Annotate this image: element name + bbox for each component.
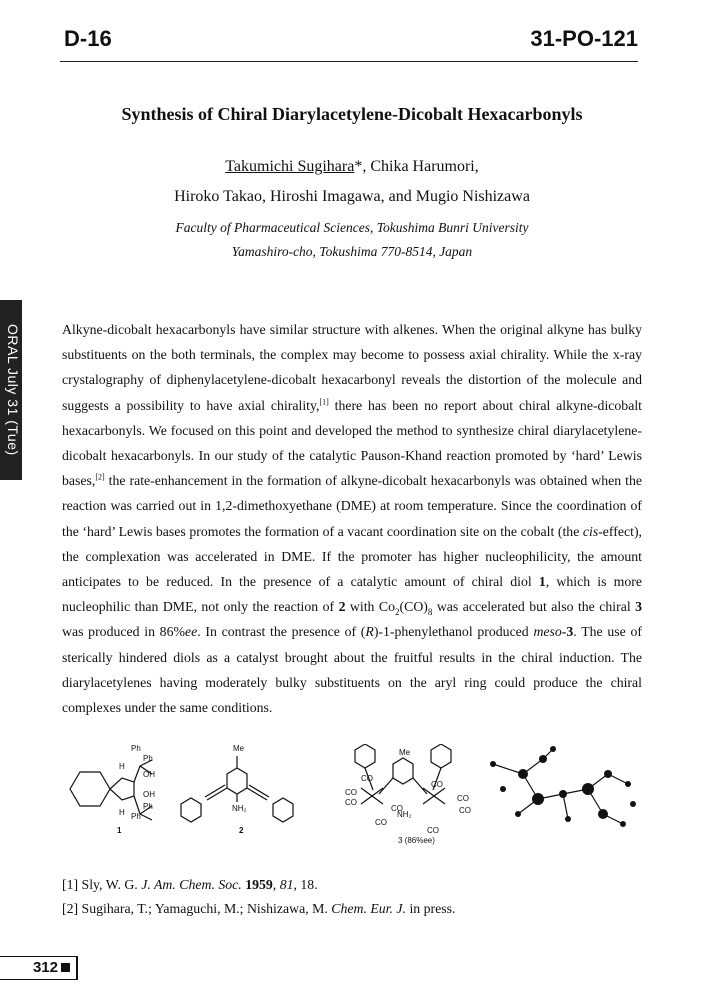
ref-year: 1959: [241, 877, 273, 892]
me-label: Me: [233, 744, 245, 753]
structures-figure: [55, 744, 655, 854]
ph-label: Ph: [143, 802, 153, 811]
text-run: the rate-enhancement in the formation of alkyne-dicobalt hexacarbonyls was obtained when the reaction was carried out in 1,2-dimethoxyethane (DME) at room temperature. Since the coordination of the ‘hard’ Lewis bases promotes the formation of a vacant coordination site on the cobalt (the: [62, 473, 642, 539]
co-label: CO: [361, 774, 373, 783]
ph-label: Ph: [143, 754, 153, 763]
me-label: Me: [399, 748, 411, 757]
page-number-box: [0, 956, 78, 980]
co-label: CO: [457, 794, 469, 803]
compound-ref: 1: [538, 574, 546, 590]
compound-3-label: 3 (86%ee): [398, 836, 435, 845]
nh2-label: NH₂: [232, 804, 247, 813]
citation-1: [1]: [319, 397, 329, 407]
authors-line-1-rest: *, Chika Harumori,: [354, 158, 479, 175]
page-number: 312: [32, 959, 58, 976]
paper-title: Synthesis of Chiral Diarylacetylene-Dicobalt Hexacarbonyls: [121, 104, 583, 124]
presenting-author: Takumichi Sugihara: [225, 158, 355, 175]
abstract-body: [62, 317, 642, 720]
ref-authors: [1] Sly, W. G.: [62, 877, 142, 892]
text-run: )-1-phenylethanol produced: [373, 624, 534, 640]
italic-term: cis: [582, 523, 599, 539]
reference-1: [62, 873, 455, 897]
co-label: CO: [391, 804, 403, 813]
affiliation-line-2: Yamashiro-cho, Tokushima 770-8514, Japan: [231, 244, 473, 259]
page-marker-square: [61, 963, 70, 972]
compound-2-structure: [167, 744, 327, 834]
references: [62, 873, 455, 921]
text-run: . The use of sterically hindered diols as a catalyst brought about the fruitful results in the chiral induction. The diarylacetylenes having moderately bulky substituents on the aryl ring could produce the chiral complexes under the same conditions.: [62, 624, 642, 716]
text-run: with Co: [345, 599, 396, 615]
text-run: there has been no report about chiral alkyne-dicobalt hexacarbonyls. We focused on this point and developed the method to synthesize chiral diarylacetylene-dicobalt hexacarbonyls. In our study of the catalytic Pauson-Khand reaction promoted by ‘hard’ Lewis bases,: [62, 397, 642, 489]
header-rule: [60, 61, 638, 62]
ref-journal: Chem. Eur. J.: [331, 901, 406, 916]
authors-line-1: [0, 158, 704, 176]
compound-3-structure: [335, 744, 485, 834]
subscript: 2: [395, 606, 400, 617]
abstract-paragraph: [62, 317, 642, 720]
italic-term: meso: [533, 624, 562, 640]
ref-volume: , 81: [272, 877, 294, 892]
subscript: 8: [427, 606, 433, 617]
italic-term: ee: [184, 624, 198, 640]
compound-ref: 3: [635, 599, 643, 615]
co-label: CO: [375, 818, 387, 827]
nh2-label: NH₂: [397, 810, 412, 819]
oh-label: OH: [143, 770, 155, 779]
text-run: , which is more nucleophilic than DME, not only the reaction of: [62, 574, 642, 615]
affiliation-line-1: Faculty of Pharmaceutical Sciences, Tokushima Bunri University: [175, 220, 529, 235]
co-label: CO: [345, 788, 357, 797]
compound-ref: -3: [561, 624, 574, 640]
poster-code: 31-PO-121: [530, 26, 638, 51]
compound-1-structure: [60, 744, 170, 834]
ref-authors: [2] Sugihara, T.; Yamaguchi, M.; Nishizawa, M.: [62, 901, 332, 916]
ph-label: Ph: [131, 812, 141, 821]
ref-status: in press.: [406, 901, 456, 916]
compound-2-label: 2: [239, 826, 244, 835]
h-label: H: [119, 808, 125, 817]
session-code: D-16: [64, 26, 112, 51]
text-run: was produced in 86%: [62, 624, 185, 640]
citation-2: [2]: [95, 472, 105, 482]
ref-journal: J. Am. Chem. Soc.: [141, 877, 242, 892]
authors-line-2: Hiroko Takao, Hiroshi Imagawa, and Mugio Nishizawa: [174, 188, 530, 205]
side-tab-label: ORAL July 31 (Tue): [5, 324, 21, 456]
compound-ref: 2: [338, 599, 346, 615]
compound-1-label: 1: [117, 826, 122, 835]
co-label: CO: [427, 826, 439, 835]
italic-term: R: [365, 624, 374, 640]
text-run: (CO): [399, 599, 428, 615]
oh-label: OH: [143, 790, 155, 799]
co-label: CO: [431, 780, 443, 789]
ref-pages: , 18.: [293, 877, 318, 892]
h-label: H: [119, 762, 125, 771]
text-run: -effect), the complexation was accelerated in DME. If the promoter has higher nucleophilicity, the amount anticipates to be reduced. In the presence of a catalytic amount of chiral diol: [62, 523, 642, 590]
reference-2: [62, 897, 455, 921]
ph-label: Ph: [131, 744, 141, 753]
text-run: . In contrast the presence of (: [197, 624, 366, 640]
text-run: Alkyne-dicobalt hexacarbonyls have similar structure with alkenes. When the original alkyne has bulky substituents on the both terminals, the complex may become to possess axial chirality. While the x-ray crystalography of diphenylacetylene-dicobalt hexacarbonyl reveals the distortion of the molecule and suggests a possibility to have axial chirality,: [62, 322, 642, 413]
co-label: CO: [345, 798, 357, 807]
crystal-structure-image: [483, 744, 643, 834]
co-label: CO: [459, 806, 471, 815]
text-run: was accelerated but also the chiral: [432, 599, 636, 615]
